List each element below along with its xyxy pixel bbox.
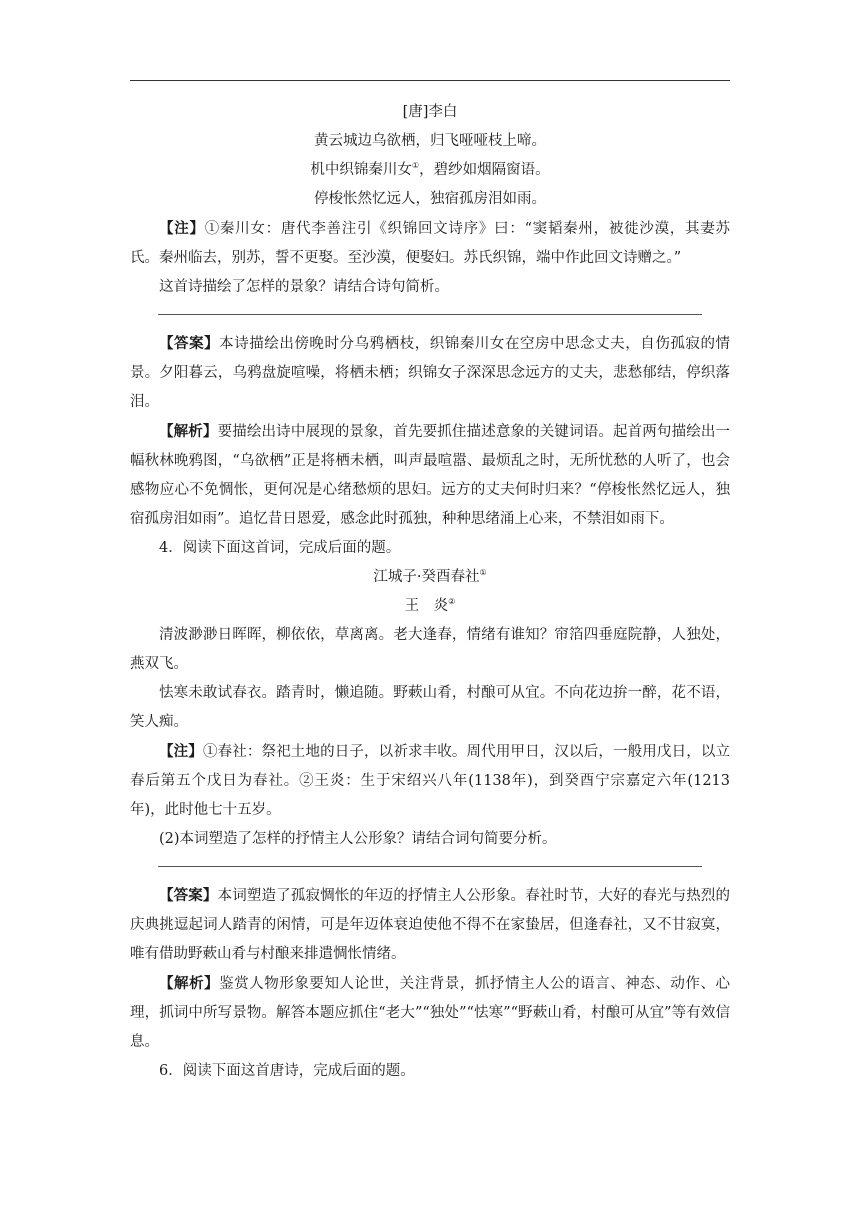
poem2-title: [130, 563, 730, 592]
poem1-line-2: [130, 156, 730, 185]
note2-text: ①春社：祭祀土地的日子，以祈求丰收。周代用甲日，汉以后，一般用戊日，以立春后第五个戊日为春社。②王炎：生于宋绍兴八年(1138年)，到癸酉宁宗嘉定六年(1213年)，此时他七十五岁。: [130, 744, 730, 818]
answer-2: [130, 881, 730, 969]
answer-2-label: 【答案】: [159, 887, 218, 904]
poem2-stanza-2: 怯寒未敢试春衣。踏青时，懒追随。野蔌山肴，村酿可从宜。不向花边拚一醉，花不语，笑人痴。: [130, 685, 730, 730]
note2-label: 【注】: [159, 743, 203, 760]
analysis-2: [130, 969, 730, 1057]
poem1-line-2a: 机中织锦秦川女: [310, 162, 412, 178]
question-6-intro: 6．阅读下面这首唐诗，完成后面的题。: [159, 1063, 415, 1079]
poem2-author-text: 王 炎: [404, 598, 449, 614]
analysis-1-label: 【解析】: [159, 423, 218, 440]
answer-2-text: 本词塑造了孤寂惆怅的年迈的抒情主人公形象。春社时节，大好的春光与热烈的庆典挑逗起词人踏青的闲情，可是年迈体衰迫使他不得不在家蛰居，但逢春社，又不甘寂寞，唯有借助野蔌山肴与村酿来排遣惆怅情绪。: [130, 888, 731, 962]
answer-1-text: 本诗描绘出傍晚时分乌鸦栖枝，织锦秦川女在空房中思念丈夫，自伤孤寂的情景。夕阳暮云，乌鸦盘旋喧噪，将栖未栖；织锦女子深深思念远方的丈夫，悲愁郁结，停织落泪。: [130, 336, 731, 410]
poem2-title-text: 江城子·癸酉春社: [373, 569, 480, 585]
note2: [130, 737, 730, 825]
poem1-line-1: 黄云城边乌欲栖，归飞哑哑枝上啼。: [314, 133, 546, 149]
answer-line-2: [158, 866, 702, 867]
analysis-1: [130, 417, 730, 534]
question-2: (2)本词塑造了怎样的抒情主人公形象？请结合词句简要分析。: [159, 831, 557, 847]
note1-text: ①秦川女：唐代李善注引《织锦回文诗序》曰：“窦韬秦州，被徙沙漠，其妻苏氏。秦州临去，别苏，誓不更娶。至沙漠，便娶妇。苏氏织锦，端中作此回文诗赠之。”: [130, 221, 730, 266]
question-1: 这首诗描绘了怎样的景象？请结合诗句简析。: [159, 279, 449, 295]
author-footnote-mark: ②: [448, 597, 456, 607]
note1-label: 【注】: [159, 220, 205, 237]
analysis-1-text: 要描绘出诗中展现的景象，首先要抓住描述意象的关键词语。起首两句描绘出一幅秋林晚鸦图，“乌欲栖”正是将栖未栖，叫声最喧嚣、最烦乱之时，无所忧愁的人听了，也会感物应心不免惆怅，更何况是心绪愁烦的思妇。远方的丈夫何时归来？“停梭怅然忆远人，独宿孤房泪如雨”。追忆昔日恩爱，感念此时孤独，种种思绪涌上心来，不禁泪如雨下。: [130, 424, 731, 527]
poem2-stanza-1: 清波渺渺日晖晖，柳依依，草离离。老大逢春，情绪有谁知？帘箔四垂庭院静，人独处，燕双飞。: [130, 627, 730, 672]
content: [130, 98, 730, 1086]
analysis-2-text: 鉴赏人物形象要知人论世，关注背景，抓抒情主人公的语言、神态、动作、心理，抓词中所写景物。解答本题应抓住“老大”“独处”“怯寒”“野蔌山肴，村酿可从宜”等有效信息。: [130, 976, 731, 1050]
question-4-intro: 4．阅读下面这首词，完成后面的题。: [159, 540, 401, 556]
note1: [130, 214, 730, 273]
footnote-mark: ①: [411, 161, 420, 171]
answer-1-label: 【答案】: [159, 335, 220, 352]
answer-1: [130, 329, 730, 417]
top-rule: [130, 80, 730, 81]
poem1-author: [唐]李白: [402, 104, 458, 120]
analysis-2-label: 【解析】: [159, 975, 220, 992]
answer-line-1: [158, 314, 702, 315]
title-footnote-mark: ①: [479, 568, 487, 578]
poem1-line-2b: ，碧纱如烟隔窗语。: [419, 162, 550, 178]
poem2-author: [130, 592, 730, 621]
poem1-line-3: 停梭怅然忆远人，独宿孤房泪如雨。: [314, 191, 546, 207]
